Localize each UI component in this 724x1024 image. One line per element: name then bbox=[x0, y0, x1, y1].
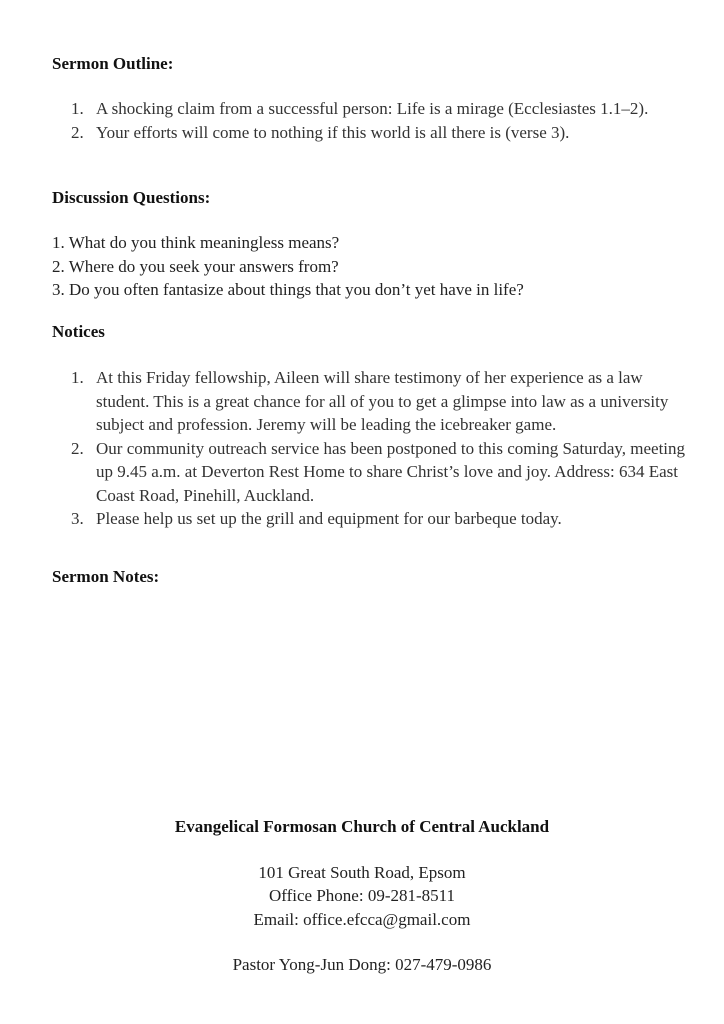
list-item-text: Please help us set up the grill and equipment for our barbeque today. bbox=[96, 509, 562, 528]
list-item-text: At this Friday fellowship, Aileen will share testimony of her experience as a law student. This is a great chance for all of you to get a glimpse into law as a university subject and profession. Jeremy will be leading the icebreaker game. bbox=[96, 368, 669, 434]
list-item-number: 2. bbox=[71, 438, 84, 458]
list-item bbox=[52, 366, 692, 437]
list-item bbox=[52, 507, 692, 531]
list-item bbox=[52, 121, 692, 145]
list-item: 2. Where do you seek your answers from? bbox=[52, 256, 339, 276]
notices-list bbox=[52, 366, 692, 531]
sermon-outline-heading: Sermon Outline: bbox=[52, 54, 174, 73]
discussion-questions-heading: Discussion Questions: bbox=[52, 188, 211, 207]
sermon-notes-heading: Sermon Notes: bbox=[52, 567, 160, 586]
church-name: Evangelical Formosan Church of Central Auckland bbox=[174, 817, 550, 836]
list-item-number: 1. bbox=[71, 368, 84, 387]
notices-heading: Notices bbox=[52, 322, 105, 341]
pastor-contact: Pastor Yong-Jun Dong: 027-479-0986 bbox=[232, 955, 492, 974]
discussion-questions-list bbox=[52, 231, 692, 302]
list-item-number: 1. bbox=[71, 99, 84, 118]
sermon-outline-list bbox=[52, 97, 692, 144]
church-footer bbox=[0, 815, 724, 977]
church-address: 101 Great South Road, Epsom bbox=[258, 862, 466, 882]
list-item-text: Our community outreach service has been postponed to this coming Saturday, meeting up 9.45 a.m. at Deverton Rest Home to share Christ’s love and joy. Address: 634 East Coast Road, Pinehill, Auckland. bbox=[96, 438, 686, 505]
office-phone: Office Phone: 09-281-8511 bbox=[268, 886, 456, 905]
list-item: 3. Do you often fantasize about things that you don’t yet have in life? bbox=[52, 280, 524, 299]
list-item bbox=[52, 437, 692, 508]
church-email: Email: office.efcca@gmail.com bbox=[253, 909, 471, 929]
list-item bbox=[52, 97, 692, 121]
list-item-number: 2. bbox=[71, 122, 84, 142]
list-item-text: A shocking claim from a successful person: Life is a mirage (Ecclesiastes 1.1–2). bbox=[96, 99, 649, 118]
list-item: 1. What do you think meaningless means? bbox=[52, 233, 340, 252]
list-item-text: Your efforts will come to nothing if this world is all there is (verse 3). bbox=[96, 122, 570, 142]
list-item-number: 3. bbox=[71, 509, 84, 528]
